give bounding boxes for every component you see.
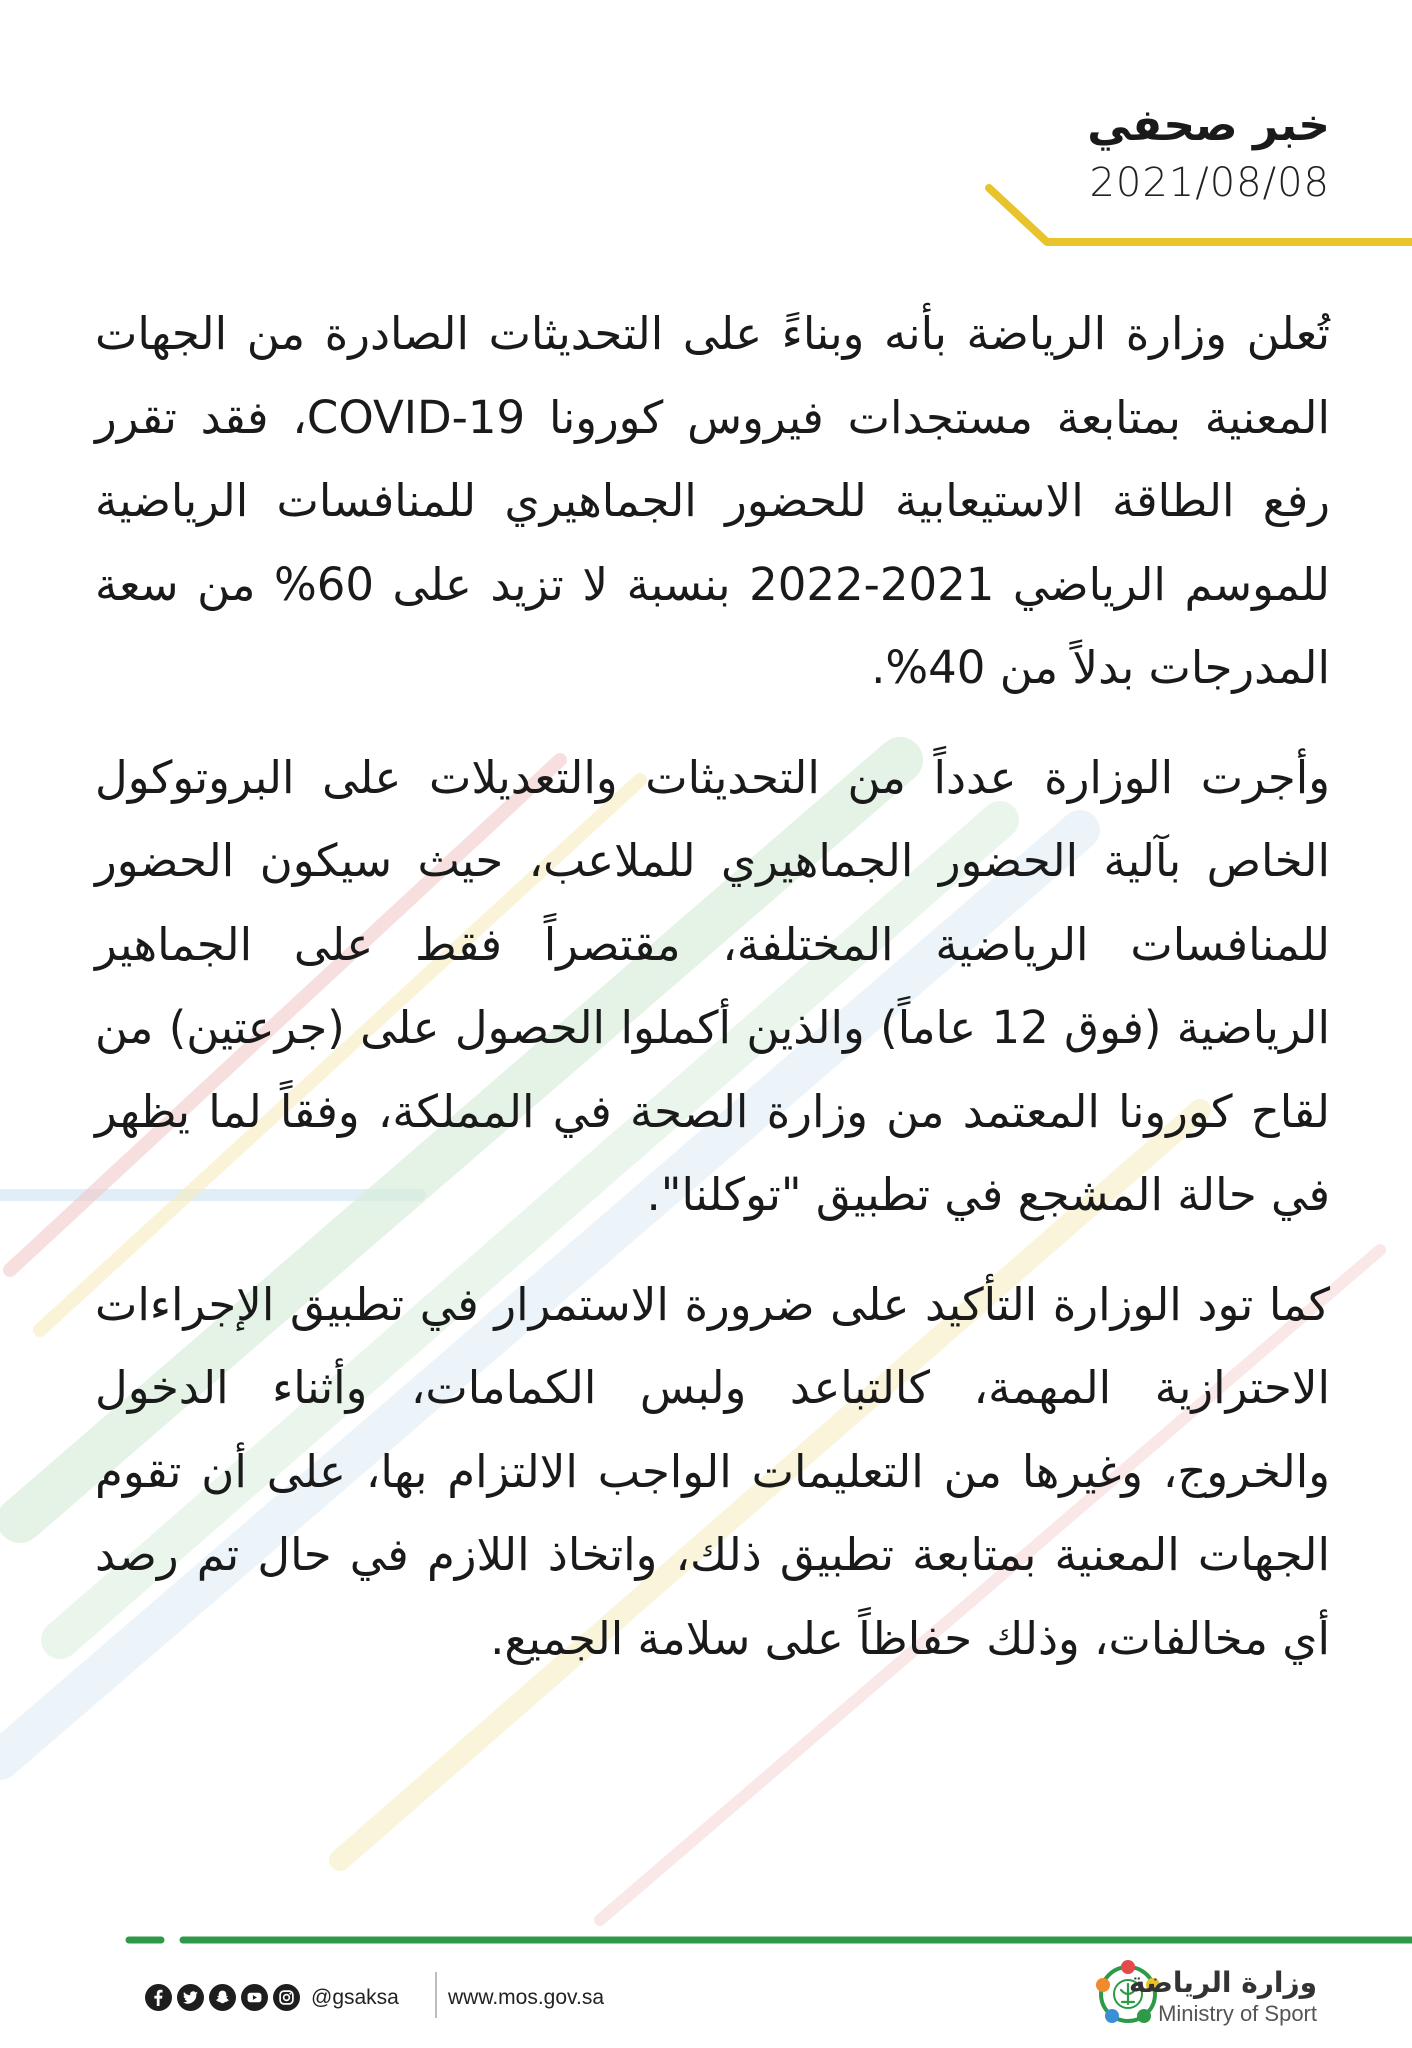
instagram-icon[interactable] — [273, 1984, 300, 2011]
ministry-logo-text — [1129, 1966, 1317, 2028]
twitter-icon[interactable] — [177, 1984, 204, 2011]
body-paragraph-1: تُعلن وزارة الرياضة بأنه وبناءً على التحديثات الصادرة من الجهات المعنية بمتابعة مستجدات فيروس كورونا COVID-19، فقد تقرر رفع الطاقة الاستيعابية للحضور الجماهيري للمنافسات الرياضية للموسم الرياضي 2021-2022 بنسبة لا تزيد على 60% من سعة المدرجات بدلاً من 40%. — [95, 307, 1330, 694]
release-date: 2021/08/08 — [1089, 160, 1330, 206]
footer — [0, 1950, 1412, 2048]
website-link[interactable]: www.mos.gov.sa — [448, 1986, 604, 2009]
youtube-icon[interactable] — [241, 1984, 268, 2011]
facebook-icon[interactable] — [145, 1984, 172, 2011]
press-release-title: خبر صحفي — [1087, 100, 1330, 151]
logo-name-english: Ministry of Sport — [1158, 2001, 1317, 2026]
body-paragraph-2: وأجرت الوزارة عدداً من التحديثات والتعديلات على البروتوكول الخاص بآلية الحضور الجماهيري للملاعب، حيث سيكون الحضور للمنافسات الرياضية المختلفة، مقتصراً فقط على الجماهير الرياضية (فوق 12 عاماً) والذين أكملوا الحصول على (جرعتين) من لقاح كورونا المعتمد من وزارة الصحة في المملكة، وفقاً لما يظهر في حالة المشجع في تطبيق "توكلنا". — [95, 750, 1330, 1221]
footer-divider — [435, 1972, 437, 2018]
body-paragraph-3: كما تود الوزارة التأكيد على ضرورة الاستمرار في تطبيق الإجراءات الاحترازية المهمة، كالتباعد ولبس الكمامات، وأثناء الدخول والخروج، وغيرها من التعليمات الواجب الالتزام بها، على أن تقوم الجهات المعنية بمتابعة تطبيق ذلك، واتخاذ اللازم في حال تم رصد أي مخالفات، وذلك حفاظاً على سلامة الجميع. — [95, 1277, 1330, 1665]
social-handle[interactable]: @gsaksa — [311, 1985, 399, 2009]
header-accent-line — [985, 180, 1412, 250]
social-links — [145, 1984, 399, 2011]
logo-name-arabic: وزارة الرياضة — [1128, 1966, 1317, 1999]
footer-divider-line — [125, 1930, 1412, 1950]
snapchat-icon[interactable] — [209, 1984, 236, 2011]
press-release-body — [95, 292, 1330, 1706]
